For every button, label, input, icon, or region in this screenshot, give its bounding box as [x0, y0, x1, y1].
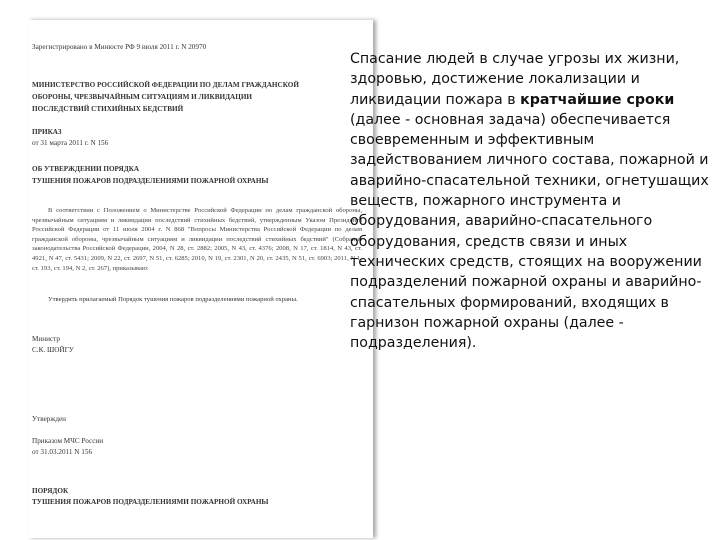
order-date: от 31 марта 2011 г. N 156: [32, 139, 109, 147]
approved-label: Утвержден: [32, 415, 67, 423]
order-heading: ПРИКАЗ: [32, 128, 62, 136]
title-line-1: ОБ УТВЕРЖДЕНИИ ПОРЯДКА: [32, 165, 140, 173]
text-line: подразделений пожарной охраны и аварийно-: [350, 274, 702, 291]
body-paragraph: В соответствии с Положением о Министерстве Российской Федерации по делам гражданской обороны, чрезвычайным ситуациям и ликвидации последствий стихийных бедствий, утвержденным Указом Президента Российской Федерации от 11 июля 2004 г. N 868 "Вопросы Министерства Российской Федерации по делам гражданской обороны, чрезвычайным ситуациям и ликвидации последствий стихийных бедствий" (Собрание законодательства Российской Федерации, 2004, N 28, ст. 2882; 2005, N 43, ст. 4376; 2008, N 17, ст. 1814, N 43, ст. 4921, N 47, ст. 5431; 2009, N 22, ст. 2697, N 51, ст. 6285; 2010, N 19, ст. 2301, N 20, ст. 2435, N 51, ст. 6903; 2011, N 1, ст. 193, ст. 194, N 2, ст. 267), приказываю:: [32, 207, 362, 272]
text-line: технических средств, стоящих на вооружении: [350, 253, 702, 270]
text-line: оборудования, аварийно-спасательного: [350, 213, 653, 230]
text-line: здоровью, достижение локализации и: [350, 71, 640, 88]
text-line: подразделения).: [350, 335, 477, 352]
ministry-line-2: ОБОРОНЫ, ЧРЕЗВЫЧАЙНЫМ СИТУАЦИЯМ И ЛИКВИДАЦИИ: [32, 93, 252, 101]
text-line: своевременным и эффективным: [350, 132, 595, 149]
approved-date: от 31.03.2011 N 156: [32, 448, 93, 456]
text-line: задействованием личного состава, пожарной и: [350, 152, 709, 169]
title-line-2: ТУШЕНИЯ ПОЖАРОВ ПОДРАЗДЕЛЕНИЯМИ ПОЖАРНОЙ ОХРАНЫ: [32, 177, 269, 185]
text-line: спасательных формирований, входящих в: [350, 294, 669, 311]
approve-line: Утвердить прилагаемый Порядок тушения пожаров подразделениями пожарной охраны.: [48, 296, 298, 303]
text-line: (далее - основная задача) обеспечивается: [350, 111, 671, 128]
text-line: веществ, пожарного инструмента и: [350, 193, 622, 210]
registration-line: Зарегистрировано в Минюсте РФ 9 июля 2011 г. N 20970: [32, 43, 207, 51]
document-scan: [28, 20, 373, 538]
text-line: Спасание людей в случае угрозы их жизни,: [350, 51, 680, 67]
minister-label: Министр: [32, 335, 60, 343]
approved-by: Приказом МЧС России: [32, 437, 104, 445]
text-fragment: ликвидации пожара в: [350, 91, 521, 108]
ministry-line-1: МИНИСТЕРСТВО РОССИЙСКОЙ ФЕДЕРАЦИИ ПО ДЕЛАМ ГРАЖДАНСКОЙ: [32, 81, 299, 89]
ministry-line-3: ПОСЛЕДСТВИЙ СТИХИЙНЫХ БЕДСТВИЙ: [32, 105, 184, 113]
emphasis-phrase: кратчайшие сроки: [520, 91, 675, 108]
text-line: аварийно-спасательной техники, огнетушащих: [350, 172, 709, 189]
bottom-title-line-1: ПОРЯДОК: [32, 487, 69, 495]
minister-name: С.К. ШОЙГУ: [32, 346, 74, 354]
bottom-title-line-2: ТУШЕНИЯ ПОЖАРОВ ПОДРАЗДЕЛЕНИЯМИ ПОЖАРНОЙ ОХРАНЫ: [32, 498, 269, 506]
text-line: оборудования, средств связи и иных: [350, 233, 628, 250]
main-text-block: [350, 49, 720, 353]
text-line-with-emphasis: [350, 90, 720, 110]
text-line: гарнизон пожарной охраны (далее -: [350, 314, 624, 331]
